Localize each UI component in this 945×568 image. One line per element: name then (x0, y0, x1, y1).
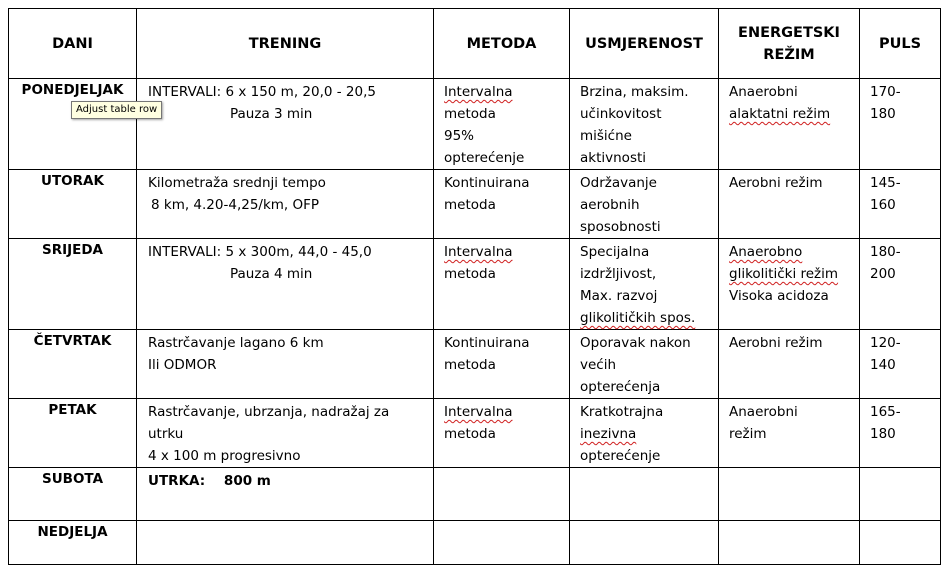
training-cell[interactable]: Rastrčavanje, ubrzanja, nadražaj za utrku 4 x 100 m progresivno (137, 399, 434, 468)
focus-cell[interactable] (570, 468, 719, 521)
day-cell[interactable]: PONEDJELJAK (9, 79, 137, 170)
header-energy-line1: ENERGETSKI (738, 24, 840, 41)
pulse-cell[interactable]: 170- 180 (860, 79, 941, 170)
energy-cell[interactable] (719, 468, 860, 521)
focus-cell[interactable]: Kratkotrajna inezivna opterećenje (570, 399, 719, 468)
day-cell[interactable]: PETAK (9, 399, 137, 468)
table-row (9, 330, 941, 399)
energy-cell[interactable]: Aerobni režim (719, 330, 860, 399)
energy-cell[interactable]: Anaerobno glikolitički režim Visoka acidoza (719, 239, 860, 330)
header-day[interactable]: DANI (9, 9, 137, 79)
focus-cell[interactable]: Održavanje aerobnih sposobnosti (570, 170, 719, 239)
table-row (9, 239, 941, 330)
table-row (9, 170, 941, 239)
method-cell[interactable]: Intervalna metoda (434, 239, 570, 330)
pulse-cell[interactable]: 165- 180 (860, 399, 941, 468)
method-cell[interactable]: Kontinuirana metoda (434, 170, 570, 239)
training-cell[interactable]: Kilometraža srednji tempo 8 km, 4.20-4,25/km, OFP (137, 170, 434, 239)
focus-cell[interactable]: Oporavak nakon većih opterećenja (570, 330, 719, 399)
method-cell[interactable]: Intervalna metoda 95% opterećenje (434, 79, 570, 170)
adjust-table-row-tooltip: Adjust table row (71, 101, 162, 119)
table-row (9, 79, 941, 170)
day-cell[interactable]: NEDJELJA (9, 521, 137, 565)
header-pulse[interactable]: PULS (860, 9, 941, 79)
energy-cell[interactable]: Aerobni režim (719, 170, 860, 239)
header-energy-line2: REŽIM (763, 46, 815, 63)
day-cell[interactable]: UTORAK (9, 170, 137, 239)
pulse-cell[interactable] (860, 468, 941, 521)
header-energy[interactable] (719, 9, 860, 79)
focus-cell[interactable]: Specijalna izdržljivost, Max. razvoj glikolitičkih spos. (570, 239, 719, 330)
training-cell[interactable]: INTERVALI: 5 x 300m, 44,0 - 45,0 Pauza 4 min (137, 239, 434, 330)
training-plan-table (8, 8, 941, 565)
table-row (9, 468, 941, 521)
method-cell[interactable]: Kontinuirana metoda (434, 330, 570, 399)
day-cell[interactable]: ČETVRTAK (9, 330, 137, 399)
table-row (9, 399, 941, 468)
energy-cell[interactable]: Anaerobni alaktatni režim (719, 79, 860, 170)
header-focus[interactable]: USMJERENOST (570, 9, 719, 79)
focus-cell[interactable]: Brzina, maksim. učinkovitost mišićne aktivnosti (570, 79, 719, 170)
header-method[interactable]: METODA (434, 9, 570, 79)
training-cell[interactable]: UTRKA: 800 m (137, 468, 434, 521)
energy-cell[interactable]: Anaerobni režim (719, 399, 860, 468)
method-cell[interactable] (434, 468, 570, 521)
pulse-cell[interactable]: 120- 140 (860, 330, 941, 399)
training-cell[interactable]: INTERVALI: 6 x 150 m, 20,0 - 20,5 Pauza 3 min (137, 79, 434, 170)
day-cell[interactable]: SUBOTA (9, 468, 137, 521)
training-cell[interactable] (137, 521, 434, 565)
pulse-cell[interactable]: 145- 160 (860, 170, 941, 239)
table-row (9, 521, 941, 565)
method-cell[interactable] (434, 521, 570, 565)
header-row (9, 9, 941, 79)
training-cell[interactable]: Rastrčavanje lagano 6 km Ili ODMOR (137, 330, 434, 399)
pulse-cell[interactable] (860, 521, 941, 565)
focus-cell[interactable] (570, 521, 719, 565)
pulse-cell[interactable]: 180- 200 (860, 239, 941, 330)
method-cell[interactable]: Intervalna metoda (434, 399, 570, 468)
energy-cell[interactable] (719, 521, 860, 565)
day-cell[interactable]: SRIJEDA (9, 239, 137, 330)
header-training[interactable]: TRENING (137, 9, 434, 79)
